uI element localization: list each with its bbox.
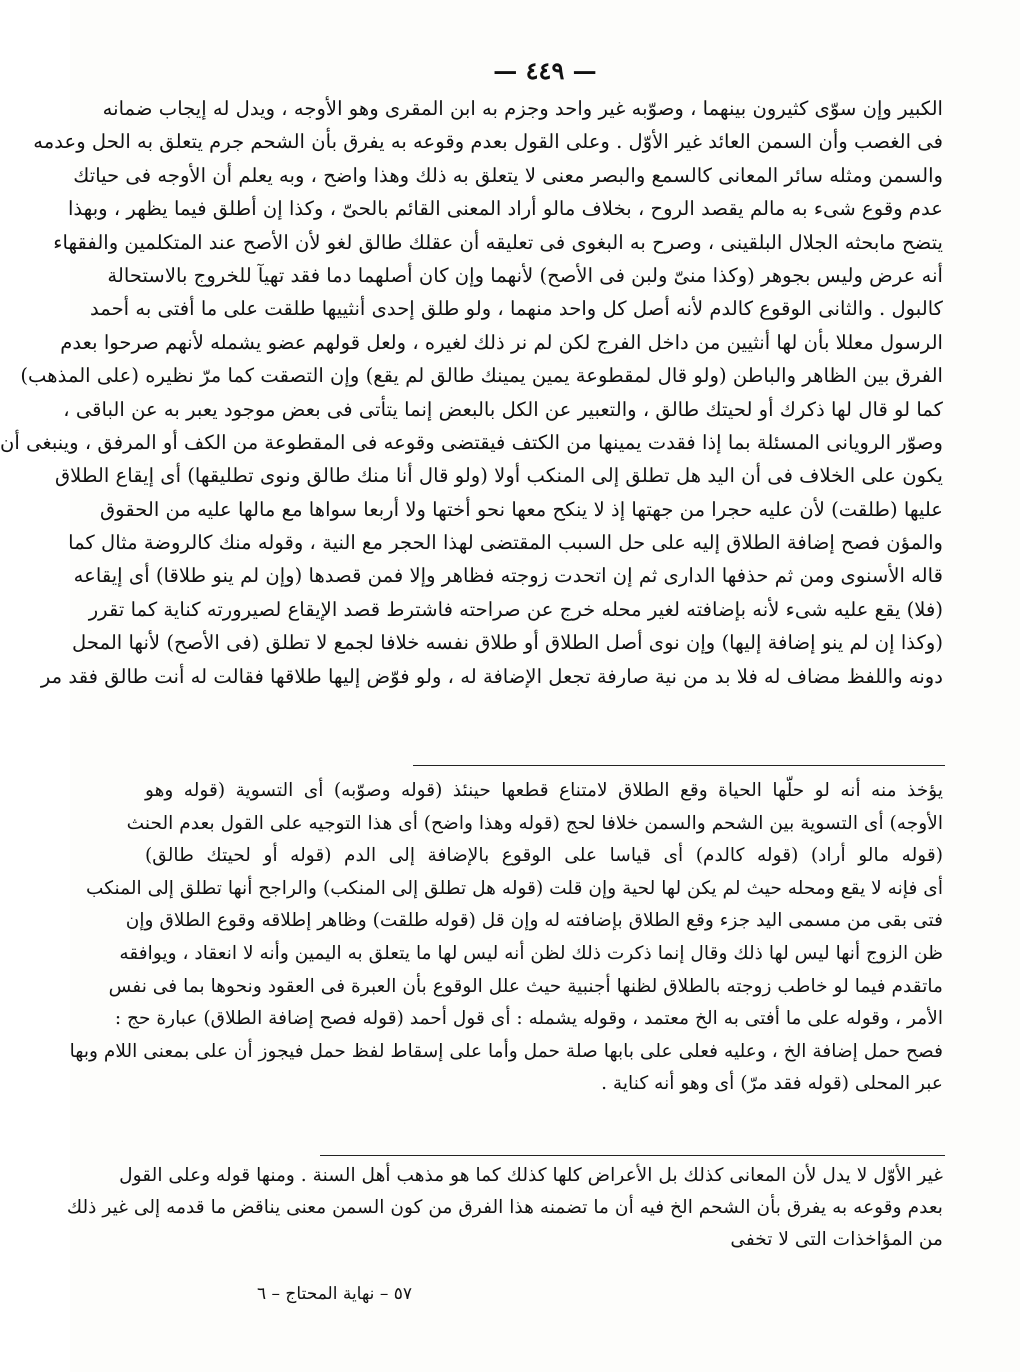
main-text [0,92,943,693]
footnote-line: أى فإنه لا يقع ومحله حيث لم يكن لها لحية وإن قلت (قوله هل تطلق إلى المنكب) والراجح أنها تطلق إلى المنكب [85,877,943,899]
text-line: كما لو قال لها ذكرك أو لحيتك طالق ، والتعبير عن الكل بالبعض إنما يتأتى فى بعض موجود يعبر به عن الباقى ، [63,397,943,421]
footnote-commentary [69,775,943,1101]
footnote-line: يؤخذ منه أنه لو حلّها الحياة وقع الطلاق لامتناع قطعها حينئذ (قوله وصوّبه) أى التسوية (قوله وهو [145,780,943,801]
text-line: (فلا) يقع عليه شىء لأنه بإضافته لغير محله خرج عن صراحته فاشترط قصد الإيقاع لصيرورته كناية كما تقرر [88,597,943,621]
text-line: يكون على الخلاف فى أن اليد هل تطلق إلى المنكب أولا (ولو قال أنا منك طالق ونوى تطليقها) أى إيقاع الطلاق [54,464,943,488]
footnote-line: ماتقدم فيما لو خاطب زوجته بالطلاق لظنها أجنبية حيث علل الوقوع بأن العبرة فى العقود ونحوها بما فى نفس [108,975,943,997]
text-line: والسمن ومثله سائر المعانى كالسمع والبصر معنى لا يتعلق به ذلك وهذا واضح ، وبه يعلم أن الأوجه فى حياتك [73,163,943,187]
footnote-line: فتى بقى من مسمى اليد جزء وقع الطلاق بإضافته له وإن قل (قوله طلقت) وظاهر إطلاقه وقوع الطلاق وإن [125,910,943,932]
lower-commentary [66,1160,943,1256]
text-line: عليها (طلقت) لأن عليه حجرا من جهتها إذ لا ينكح معها نحو أختها ولا أربعا سواها مع مالها عليه من الحقوق [99,497,943,521]
text-line: الكبير وإن سوّى كثيرون بينهما ، وصوّبه غير واحد وجزم به ابن المقرى وهو الأوجه ، ويدل له إيجاب ضمانه [102,97,943,120]
text-line: وصوّر الرويانى المسئلة بما إذا فقدت يمينها من الكتف فيقتضى وقوعه فى المقطوعة من الكف أو المرفق ، وينبغى أن [0,430,943,454]
text-line: عدم وقوع شىء به مالم يقصد الروح ، بخلاف مالو أراد المعنى القائم بالحىّ ، وكذا إن أطلق فيما يظهر ، وبهذا [67,197,943,221]
text-line: الرسول معللا بأن لها أنثيين من داخل الفرج لكن لم نر ذلك لغيره ، ولعل قولهم عضو يشمله لأنهم صرحوا بعدم [60,330,943,354]
text-line: قاله الأسنوى ومن ثم حذفها الدارى ثم إن اتحدت زوجته فظاهر وإلا فمن قصدها (وإن لم ينو طلاقا) أى إيقاعه [73,564,943,588]
page-number: — ٤٤٩ — [493,56,597,85]
text-line: والمؤن فصح إضافة الطلاق إليه على حل السبب المقتضى لهذا الحجر مع النية ، وقوله منك كالروضة مثال كما [68,531,943,555]
lower-line: غير الأوّل لا يدل لأن المعانى كذلك بل الأعراض كلها كذلك كما هو مذهب أهل السنة . ومنها قوله وعلى القول [119,1165,943,1186]
footnote-line: الأمر ، وقوله على ما أفتى به الخ معتمد ، وقوله يشمله : أى قول أحمد (قوله فصح إضافة الطلاق) عبارة حج : [114,1008,943,1030]
text-line: (وكذا إن لم ينو إضافة إليها) وإن نوى أصل الطلاق أو طلاق نفسه خلافا لجمع لا تطلق (فى الأصح) لأنها المحل [72,631,943,655]
text-line: فى الغصب وأن السمن العائد غير الأوّل . وعلى القول بعدم وقوعه به يفرق بأن الشحم جرم يتعلق به الحل وعدمه [33,130,943,154]
footnote-line: (قوله مالو أراد) (قوله كالدم) أى قياسا على الوقوع بالإضافة إلى الدم (قوله أو لحيتك طالق) [145,845,943,867]
text-line: الفرق بين الظاهر والباطن (ولو قال لمقطوعة يمين يمينك طالق لم يقع) وإن التصقت كما مرّ نظيره (على المذهب) [20,364,943,388]
footnote-line: فصح حمل إضافة الخ ، وعليه فعلى على بابها صلة حمل وأما على إسقاط لفظ حمل فيجوز أن على بمعنى اللام وبها [69,1040,943,1062]
signature-mark: ٥٧ – نهاية المحتاج – ٦ [256,1284,412,1304]
lower-line: من المؤاخذات التى لا تخفى [730,1229,943,1250]
footnote-divider [413,765,945,766]
text-line: أنه عرض وليس بجوهر (وكذا منىّ ولبن فى الأصح) لأنهما وإن كان أصلهما دما فقد تهيآ للخروج بالاستحالة [107,263,943,287]
text-line: كالبول . والثانى الوقوع كالدم لأنه أصل كل واحد منهما ، ولو طلق إحدى أنثييها طلقت على ما أفتى به أحمد [89,297,943,321]
footnote-line: عبر المحلى (قوله فقد مرّ) أى وهو أنه كناية . [601,1073,943,1095]
footnote-line: ظن الزوج أنها ليس لها ذلك وقال إنما ذكرت ذلك لظن أنه ليس لها ما يتعلق به اليمين وأنه لا انعقاد ، ويوافقه [119,942,943,964]
lower-divider [320,1155,945,1156]
text-line: دونه واللفظ مضاف له فلا بد من نية صارفة تجعل الإضافة له ، ولو فوّض إليها طلاقها فقالت له أنت طالق فقد مر [40,664,943,688]
lower-line: بعدم وقوعه به يفرق بأن الشحم الخ فيه أن ما تضمنه هذا الفرق من كون السمن معنى يناقض ما قدمه إلى غير ذلك [66,1197,943,1218]
footnote-line: الأوجه) أى التسوية بين الشحم والسمن خلافا لحج (قوله وهذا واضح) أى هذا التوجيه على القول بعدم الحنث [126,812,943,834]
text-line: يتضح مابحثه الجلال البلقينى ، وصرح به البغوى فى تعليقه أن عقلك طالق لغو لأن الأصح عند المتكلمين والفقهاء [53,230,943,254]
